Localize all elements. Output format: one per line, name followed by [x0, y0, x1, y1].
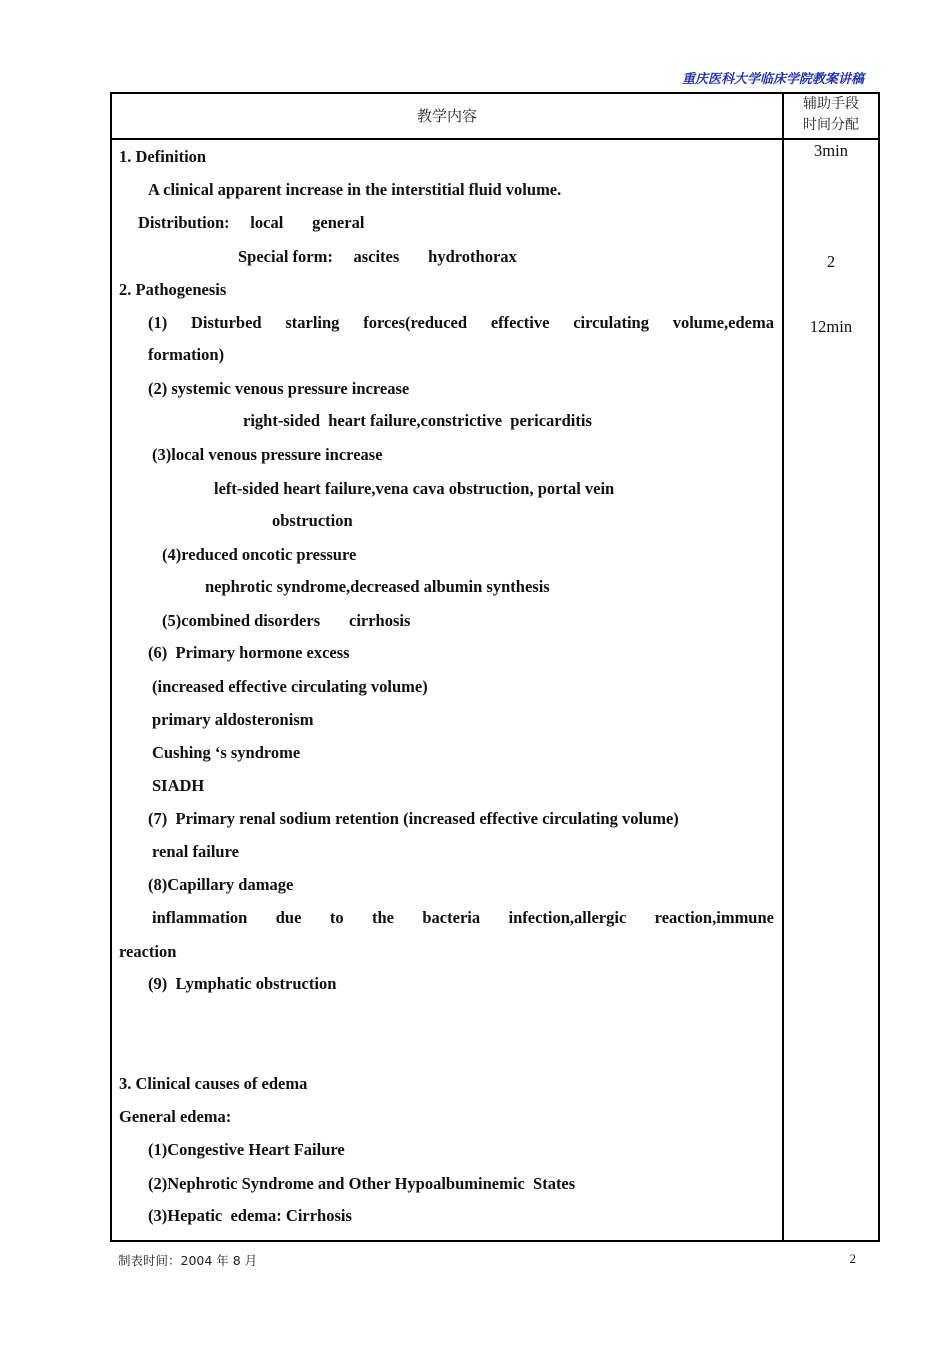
- general-edema-label: General edema:: [119, 1107, 232, 1126]
- pathogenesis-item-6-cause-3: SIADH: [152, 776, 205, 795]
- section-definition-title: 1. Definition: [119, 147, 207, 166]
- pathogenesis-item-3: (3)local venous pressure increase: [152, 445, 383, 464]
- header-divider: [110, 138, 880, 140]
- pathogenesis-item-2-detail: right-sided heart failure,constrictive pericarditis: [243, 411, 592, 430]
- pathogenesis-item-2: (2) systemic venous pressure increase: [148, 379, 410, 398]
- time-special-form: 2: [826, 252, 836, 271]
- pathogenesis-item-8-detail: inflammation due to the bacteria infection,allergic reaction,immune: [152, 908, 774, 927]
- aux-header-line-2: 时间分配: [803, 117, 859, 133]
- pathogenesis-item-9: (9) Lymphatic obstruction: [148, 974, 337, 993]
- pathogenesis-item-3-detail-cont: obstruction: [272, 511, 353, 530]
- pathogenesis-item-7: (7) Primary renal sodium retention (increased effective circulating volume): [148, 809, 679, 828]
- section-clinical-causes-title: 3. Clinical causes of edema: [119, 1074, 308, 1093]
- pathogenesis-item-1-cont: formation): [148, 345, 225, 364]
- definition-text: A clinical apparent increase in the interstitial fluid volume.: [148, 180, 562, 199]
- clinical-cause-3: (3)Hepatic edema: Cirrhosis: [148, 1206, 352, 1225]
- page-number: 2: [849, 1251, 856, 1266]
- pathogenesis-item-4: (4)reduced oncotic pressure: [162, 545, 357, 564]
- clinical-cause-1: (1)Congestive Heart Failure: [148, 1140, 345, 1159]
- pathogenesis-item-6-cause-2: Cushing ‘s syndrome: [152, 743, 301, 762]
- section-pathogenesis-title: 2. Pathogenesis: [119, 280, 227, 299]
- pathogenesis-item-8: (8)Capillary damage: [148, 875, 294, 894]
- aux-header-line-1: 辅助手段: [803, 96, 859, 112]
- time-pathogenesis: 12min: [809, 317, 853, 336]
- pathogenesis-item-6-note: (increased effective circulating volume): [152, 677, 428, 696]
- pathogenesis-item-4-detail: nephrotic syndrome,decreased albumin synthesis: [205, 577, 550, 596]
- made-time-footer: 制表时间：2004 年 8 月: [118, 1253, 258, 1268]
- pathogenesis-item-5: (5)combined disorders cirrhosis: [162, 611, 411, 630]
- pathogenesis-item-6: (6) Primary hormone excess: [148, 643, 350, 662]
- aux-column-header: [784, 94, 878, 136]
- pathogenesis-item-1: (1) Disturbed starling forces(reduced effective circulating volume,edema: [148, 313, 774, 332]
- institution-header: 重庆医科大学临床学院教案讲稿: [681, 72, 864, 87]
- time-definition: 3min: [814, 141, 848, 160]
- content-column-header: 教学内容: [416, 106, 477, 125]
- pathogenesis-item-6-cause-1: primary aldosteronism: [152, 710, 314, 729]
- clinical-cause-2: (2)Nephrotic Syndrome and Other Hypoalbuminemic States: [148, 1174, 576, 1193]
- pathogenesis-item-3-detail: left-sided heart failure,vena cava obstruction, portal vein: [214, 479, 615, 498]
- special-form-line: Special form: ascites hydrothorax: [238, 247, 517, 266]
- pathogenesis-item-7-cause: renal failure: [152, 842, 239, 861]
- distribution-line: Distribution: local general: [138, 213, 365, 232]
- pathogenesis-item-8-detail-cont: reaction: [119, 942, 177, 961]
